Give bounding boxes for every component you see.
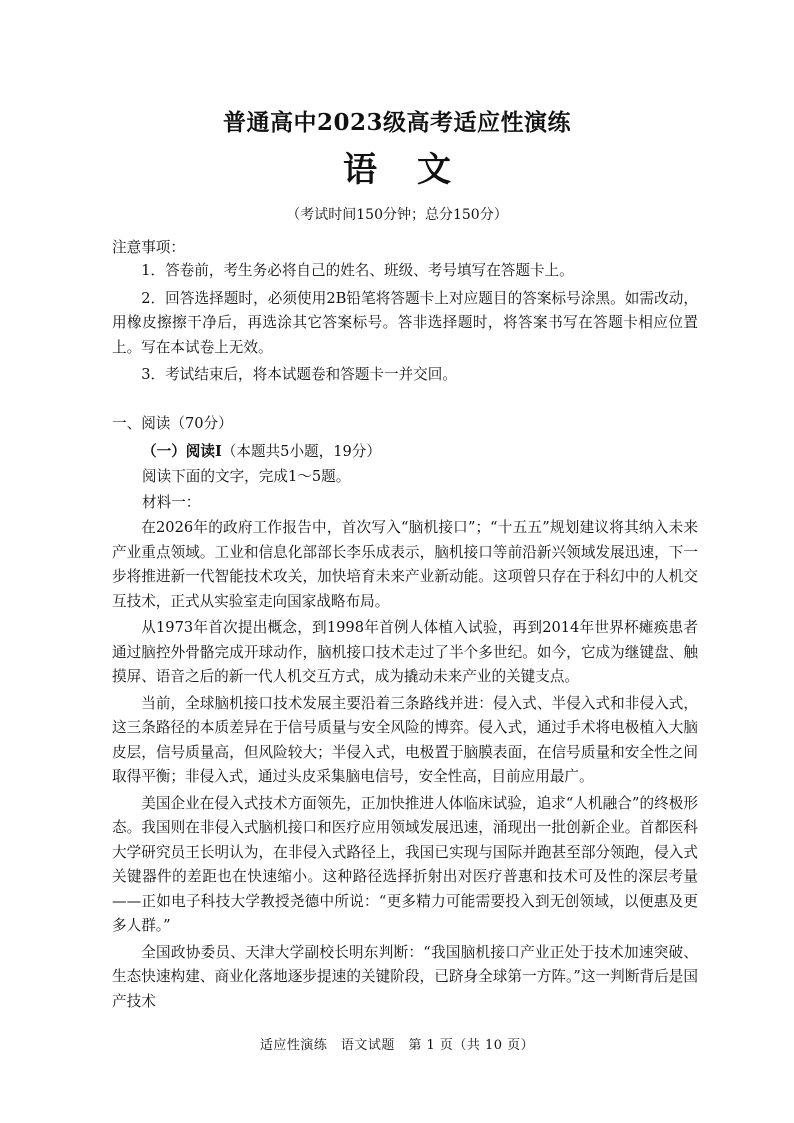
time-note: （考试时间150分钟；总分150分） [286,207,508,223]
page-footer: 适应性演练 语文试题 第 1 页（共 10 页） [259,1038,535,1053]
article-paragraph: 从1973年首次提出概念，到1998年首例人体植入试验，再到2014年世界杯瘫痪患者通过脑控外骨骼完成开球动作，脑机接口技术走过了半个多世纪。如今，它成为继键盘、触摸屏、语音之后的新一代人机交互方式，成为撬动未来产业的关键支点。 [112,619,698,685]
exam-title: 普通高中2023级高考适应性演练 [222,109,571,136]
article-paragraph: 在2026年的政府工作报告中，首次写入“脑机接口”；“十五五”规划建议将其纳入未来产业重点领域。工业和信息化部部长李乐成表示，脑机接口等前沿新兴领域发展迅速，下一步将推进新一代智能技术攻关，加快培育未来产业新动能。这项曾只存在于科幻中的人机交互技术，正式从实验室走向国家战略布局。 [112,519,698,610]
note-item: 2．回答选择题时，必须使用2B铅笔将答题卡上对应题目的答案标号涂黑。如需改动，用橡皮擦擦干净后，再选涂其它答案标号。答非选择题时，将答案书写在答题卡相应位置上。写在本试卷上无效。 [112,289,698,356]
reading-instruction: 阅读下面的文字，完成1～5题。 [142,468,351,485]
section-heading: 一、阅读（70分） [112,415,233,432]
article-paragraph: 全国政协委员、天津大学副校长明东判断：“我国脑机接口产业正处于技术加速突破、生态快速构建、商业化落地逐步提速的关键阶段，已跻身全球第一方阵。”这一判断背后是国产技术 [112,943,698,1010]
article-body [112,516,698,1016]
notes-list [112,259,698,391]
notes-heading: 注意事项： [112,239,185,256]
reading-title-info: （本题共5小题，19分） [221,443,381,460]
note-item: 3．考试结束后，将本试题卷和答题卡一并交回。 [141,366,457,383]
note-item: 1．答卷前，考生务必将自己的姓名、班级、考号填写在答题卡上。 [141,262,574,279]
article-paragraph: 美国企业在侵入式技术方面领先，正加快推进人体临床试验，追求“人机融合”的终极形态。我国则在非侵入式脑机接口和医疗应用领域发展迅速，涌现出一批创新企业。首都医科大学研究员王长明认为，在非侵入式路径上，我国已实现与国际并跑甚至部分领跑，侵入式关键器件的差距也在快速缩小。这种路径选择折射出对医疗普惠和技术可及性的深层考量——正如电子科技大学教授尧德中所说：“更多精力可能需要投入到无创领域，以便惠及更多人群。” [112,794,698,934]
reading-title [142,440,728,465]
subject-title: 语文 [343,150,491,190]
reading-title-label: （一）阅读Ⅰ [142,443,222,460]
article-paragraph: 当前，全球脑机接口技术发展主要沿着三条路线并进：侵入式、半侵入式和非侵入式，这三条路径的本质差异在于信号质量与安全风险的博弈。侵入式，通过手术将电极植入大脑皮层，信号质量高，但风险较大；半侵入式，电极置于脑膜表面，在信号质量和安全性之间取得平衡；非侵入式，通过头皮采集脑电信号，安全性高，目前应用最广。 [112,694,698,785]
material-label: 材料一： [142,494,201,511]
